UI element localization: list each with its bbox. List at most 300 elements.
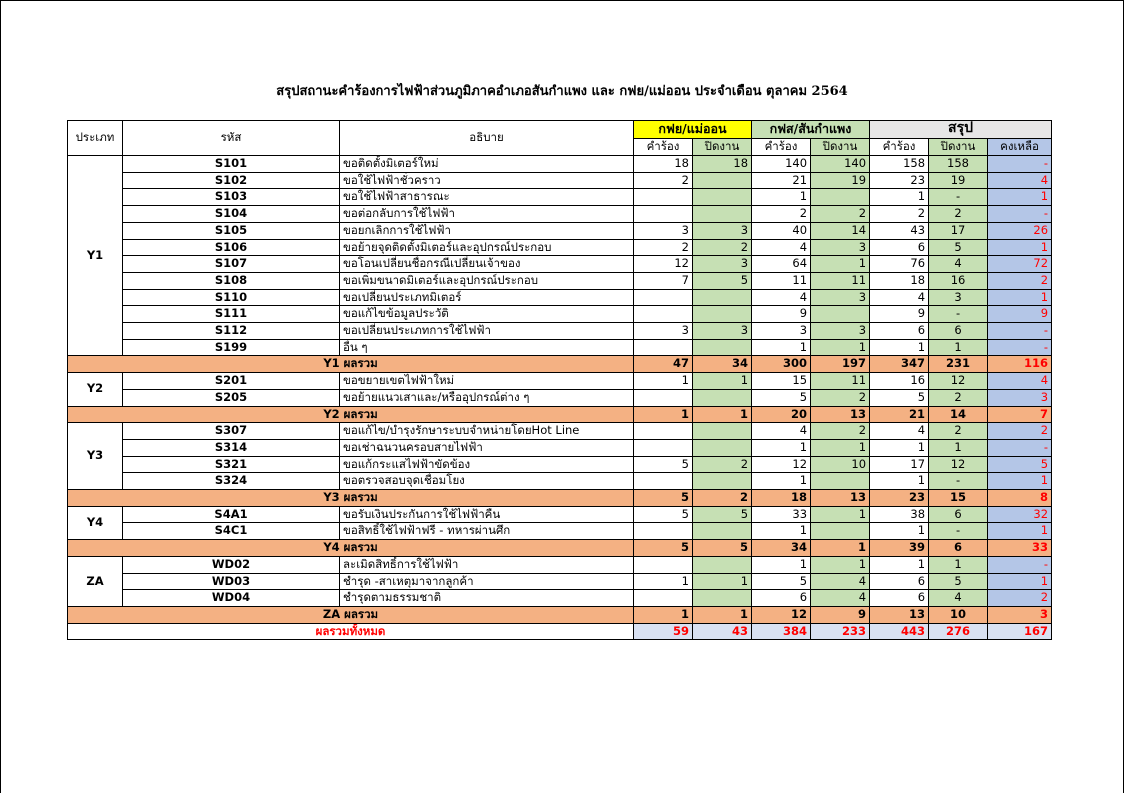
sankamphaeng-req-cell: 1 <box>752 189 811 206</box>
sankamphaeng-req-cell: 1 <box>752 523 811 540</box>
description-cell: ขอย้ายจุดติดตั้งมิเตอร์และอุปกรณ์ประกอบ <box>340 239 634 256</box>
sankamphaeng-closed-cell: 3 <box>811 323 870 340</box>
maeon-req-cell: 12 <box>634 256 693 273</box>
code-cell: S314 <box>123 439 340 456</box>
summary-remain-cell: - <box>988 556 1052 573</box>
grand-total-sankamphaeng-req: 384 <box>752 623 811 640</box>
grand-total-row <box>68 623 1052 640</box>
maeon-req-cell: 7 <box>634 272 693 289</box>
summary-req-cell: 16 <box>870 373 929 390</box>
summary-closed-cell: 1 <box>929 556 988 573</box>
code-cell: S205 <box>123 389 340 406</box>
maeon-req-cell <box>634 556 693 573</box>
sankamphaeng-req-cell: 40 <box>752 222 811 239</box>
subtotal-maeon-closed: 1 <box>693 406 752 423</box>
table-row <box>68 506 1052 523</box>
sankamphaeng-req-cell: 6 <box>752 590 811 607</box>
subtotal-label: Y4 ผลรวม <box>68 540 634 557</box>
summary-remain-cell: 9 <box>988 306 1052 323</box>
code-cell: S110 <box>123 289 340 306</box>
header-closed-2: ปิดงาน <box>811 138 870 156</box>
summary-req-cell: 1 <box>870 523 929 540</box>
header-group-maeon: กฟย/แม่ออน <box>634 121 752 139</box>
maeon-closed-cell <box>693 523 752 540</box>
subtotal-summary-closed: 6 <box>929 540 988 557</box>
description-cell: ขอต่อกลับการใช้ไฟฟ้า <box>340 206 634 223</box>
grand-total-summary-closed: 276 <box>929 623 988 640</box>
grand-total-summary-remain: 167 <box>988 623 1052 640</box>
subtotal-summary-closed: 14 <box>929 406 988 423</box>
summary-req-cell: 2 <box>870 206 929 223</box>
subtotal-maeon-closed: 5 <box>693 540 752 557</box>
sankamphaeng-req-cell: 1 <box>752 339 811 356</box>
summary-req-cell: 6 <box>870 323 929 340</box>
summary-req-cell: 18 <box>870 272 929 289</box>
summary-closed-cell: 1 <box>929 339 988 356</box>
status-table <box>67 120 1052 640</box>
header-group-summary: สรุป <box>870 121 1052 139</box>
subtotal-sankamphaeng-req: 300 <box>752 356 811 373</box>
maeon-req-cell: 5 <box>634 456 693 473</box>
summary-remain-cell: - <box>988 206 1052 223</box>
code-cell: S112 <box>123 323 340 340</box>
maeon-closed-cell: 3 <box>693 222 752 239</box>
table-row <box>68 189 1052 206</box>
code-cell: S4C1 <box>123 523 340 540</box>
subtotal-sankamphaeng-req: 34 <box>752 540 811 557</box>
header-remain: คงเหลือ <box>988 138 1052 156</box>
sankamphaeng-closed-cell: 3 <box>811 289 870 306</box>
code-cell: S321 <box>123 456 340 473</box>
subtotal-sankamphaeng-req: 20 <box>752 406 811 423</box>
grand-total-maeon-req: 59 <box>634 623 693 640</box>
summary-closed-cell: 19 <box>929 172 988 189</box>
subtotal-row <box>68 606 1052 623</box>
description-cell: ขอใช้ไฟฟ้าสาธารณะ <box>340 189 634 206</box>
sankamphaeng-closed-cell: 2 <box>811 206 870 223</box>
code-cell: S201 <box>123 373 340 390</box>
sankamphaeng-closed-cell <box>811 523 870 540</box>
table-row <box>68 156 1052 173</box>
subtotal-summary-remain: 8 <box>988 490 1052 507</box>
summary-req-cell: 9 <box>870 306 929 323</box>
code-cell: WD03 <box>123 573 340 590</box>
summary-closed-cell: 158 <box>929 156 988 173</box>
summary-req-cell: 1 <box>870 439 929 456</box>
summary-req-cell: 5 <box>870 389 929 406</box>
summary-remain-cell: - <box>988 323 1052 340</box>
sankamphaeng-closed-cell: 11 <box>811 373 870 390</box>
report-title: สรุปสถานะคำร้องการไฟฟ้าส่วนภูมิภาคอำเภอสันกำแพง และ กฟย/แม่ออน ประจำเดือน ตุลาคม 2564 <box>276 84 848 99</box>
code-cell: S105 <box>123 222 340 239</box>
description-cell: ขอตรวจสอบจุดเชื่อมโยง <box>340 473 634 490</box>
description-cell: ขอแก้ไข/บำรุงรักษาระบบจำหน่ายโดยHot Line <box>340 423 634 440</box>
description-cell: ชำรุด -สาเหตุมาจากลูกค้า <box>340 573 634 590</box>
table-row <box>68 256 1052 273</box>
sankamphaeng-closed-cell: 10 <box>811 456 870 473</box>
subtotal-sankamphaeng-closed: 1 <box>811 540 870 557</box>
maeon-closed-cell <box>693 206 752 223</box>
table-row <box>68 590 1052 607</box>
sankamphaeng-req-cell: 4 <box>752 289 811 306</box>
grand-total-summary-req: 443 <box>870 623 929 640</box>
subtotal-maeon-req: 1 <box>634 406 693 423</box>
summary-closed-cell: 5 <box>929 239 988 256</box>
summary-remain-cell: 5 <box>988 456 1052 473</box>
subtotal-label: Y3 ผลรวม <box>68 490 634 507</box>
summary-closed-cell: 4 <box>929 590 988 607</box>
sankamphaeng-closed-cell <box>811 189 870 206</box>
description-cell: ขอยกเลิกการใช้ไฟฟ้า <box>340 222 634 239</box>
maeon-closed-cell: 5 <box>693 506 752 523</box>
summary-remain-cell: 1 <box>988 523 1052 540</box>
summary-req-cell: 6 <box>870 590 929 607</box>
summary-closed-cell: 2 <box>929 423 988 440</box>
sankamphaeng-req-cell: 15 <box>752 373 811 390</box>
sankamphaeng-closed-cell: 140 <box>811 156 870 173</box>
maeon-closed-cell <box>693 423 752 440</box>
sankamphaeng-req-cell: 1 <box>752 439 811 456</box>
maeon-req-cell: 18 <box>634 156 693 173</box>
description-cell: อื่น ๆ <box>340 339 634 356</box>
header-req-3: คำร้อง <box>870 138 929 156</box>
maeon-req-cell: 3 <box>634 222 693 239</box>
maeon-closed-cell <box>693 556 752 573</box>
description-cell: ขอขยายเขตไฟฟ้าใหม่ <box>340 373 634 390</box>
code-cell: S107 <box>123 256 340 273</box>
summary-closed-cell: 17 <box>929 222 988 239</box>
maeon-req-cell: 1 <box>634 573 693 590</box>
header-group-sankamphaeng: กฟส/สันกำแพง <box>752 121 870 139</box>
sankamphaeng-closed-cell <box>811 473 870 490</box>
table-row <box>68 556 1052 573</box>
sankamphaeng-req-cell: 21 <box>752 172 811 189</box>
summary-closed-cell: 6 <box>929 506 988 523</box>
code-cell: S307 <box>123 423 340 440</box>
maeon-req-cell: 2 <box>634 239 693 256</box>
category-cell: Y2 <box>68 373 123 406</box>
description-cell: ขอใช้ไฟฟ้าชั่วคราว <box>340 172 634 189</box>
header-desc: อธิบาย <box>340 121 634 156</box>
maeon-req-cell: 5 <box>634 506 693 523</box>
sankamphaeng-req-cell: 33 <box>752 506 811 523</box>
summary-remain-cell: 4 <box>988 172 1052 189</box>
summary-req-cell: 4 <box>870 289 929 306</box>
sankamphaeng-req-cell: 11 <box>752 272 811 289</box>
description-cell: ขอโอนเปลี่ยนชื่อกรณีเปลี่ยนเจ้าของ <box>340 256 634 273</box>
header-type: ประเภท <box>68 121 123 156</box>
maeon-closed-cell <box>693 389 752 406</box>
summary-req-cell: 4 <box>870 423 929 440</box>
sankamphaeng-closed-cell <box>811 306 870 323</box>
summary-remain-cell: 1 <box>988 289 1052 306</box>
summary-remain-cell: - <box>988 156 1052 173</box>
maeon-closed-cell <box>693 590 752 607</box>
description-cell: ขอแก้ไขข้อมูลประวัติ <box>340 306 634 323</box>
summary-closed-cell: 2 <box>929 389 988 406</box>
description-cell: ขอสิทธิ์ใช้ไฟฟ้าฟรี - ทหารผ่านศึก <box>340 523 634 540</box>
subtotal-summary-remain: 3 <box>988 606 1052 623</box>
category-cell: Y1 <box>68 156 123 356</box>
sankamphaeng-closed-cell: 2 <box>811 389 870 406</box>
subtotal-sankamphaeng-closed: 9 <box>811 606 870 623</box>
maeon-closed-cell <box>693 289 752 306</box>
maeon-closed-cell: 2 <box>693 456 752 473</box>
maeon-req-cell <box>634 339 693 356</box>
sankamphaeng-closed-cell: 1 <box>811 556 870 573</box>
sankamphaeng-req-cell: 4 <box>752 423 811 440</box>
sankamphaeng-closed-cell: 4 <box>811 573 870 590</box>
subtotal-maeon-req: 5 <box>634 490 693 507</box>
maeon-req-cell <box>634 189 693 206</box>
summary-req-cell: 158 <box>870 156 929 173</box>
maeon-closed-cell <box>693 172 752 189</box>
sankamphaeng-req-cell: 9 <box>752 306 811 323</box>
code-cell: S103 <box>123 189 340 206</box>
table-row <box>68 306 1052 323</box>
table-row <box>68 289 1052 306</box>
description-cell: ขอเปลี่ยนประเภทการใช้ไฟฟ้า <box>340 323 634 340</box>
subtotal-label: Y1 ผลรวม <box>68 356 634 373</box>
summary-req-cell: 1 <box>870 339 929 356</box>
header-code: รหัส <box>123 121 340 156</box>
subtotal-summary-req: 39 <box>870 540 929 557</box>
table-row <box>68 323 1052 340</box>
maeon-closed-cell: 18 <box>693 156 752 173</box>
maeon-closed-cell <box>693 189 752 206</box>
header-closed-3: ปิดงาน <box>929 138 988 156</box>
summary-closed-cell: - <box>929 473 988 490</box>
sankamphaeng-closed-cell: 1 <box>811 439 870 456</box>
summary-closed-cell: 16 <box>929 272 988 289</box>
category-cell: Y4 <box>68 506 123 539</box>
summary-req-cell: 76 <box>870 256 929 273</box>
sankamphaeng-req-cell: 5 <box>752 389 811 406</box>
header-closed-1: ปิดงาน <box>693 138 752 156</box>
sankamphaeng-closed-cell: 11 <box>811 272 870 289</box>
summary-closed-cell: - <box>929 523 988 540</box>
code-cell: S4A1 <box>123 506 340 523</box>
summary-req-cell: 17 <box>870 456 929 473</box>
table-row <box>68 339 1052 356</box>
sankamphaeng-req-cell: 3 <box>752 323 811 340</box>
summary-req-cell: 6 <box>870 573 929 590</box>
maeon-req-cell <box>634 206 693 223</box>
table-row <box>68 573 1052 590</box>
subtotal-maeon-req: 5 <box>634 540 693 557</box>
subtotal-sankamphaeng-req: 12 <box>752 606 811 623</box>
summary-remain-cell: 32 <box>988 506 1052 523</box>
sankamphaeng-closed-cell: 3 <box>811 239 870 256</box>
summary-req-cell: 38 <box>870 506 929 523</box>
summary-closed-cell: 4 <box>929 256 988 273</box>
summary-closed-cell: 5 <box>929 573 988 590</box>
maeon-closed-cell: 2 <box>693 239 752 256</box>
table-row <box>68 456 1052 473</box>
table-row <box>68 222 1052 239</box>
maeon-req-cell <box>634 289 693 306</box>
maeon-closed-cell: 1 <box>693 573 752 590</box>
subtotal-maeon-closed: 1 <box>693 606 752 623</box>
table-row <box>68 272 1052 289</box>
description-cell: ขอรับเงินประกันการใช้ไฟฟ้าคืน <box>340 506 634 523</box>
code-cell: S199 <box>123 339 340 356</box>
table-row <box>68 473 1052 490</box>
table-row <box>68 389 1052 406</box>
subtotal-summary-req: 23 <box>870 490 929 507</box>
summary-remain-cell: 1 <box>988 189 1052 206</box>
description-cell: ชำรุดตามธรรมชาติ <box>340 590 634 607</box>
summary-remain-cell: 1 <box>988 473 1052 490</box>
summary-remain-cell: - <box>988 439 1052 456</box>
subtotal-maeon-req: 47 <box>634 356 693 373</box>
maeon-req-cell: 1 <box>634 373 693 390</box>
summary-remain-cell: 1 <box>988 573 1052 590</box>
category-cell: ZA <box>68 556 123 606</box>
maeon-closed-cell <box>693 439 752 456</box>
table-row <box>68 423 1052 440</box>
sankamphaeng-req-cell: 4 <box>752 239 811 256</box>
grand-total-maeon-closed: 43 <box>693 623 752 640</box>
sankamphaeng-closed-cell: 1 <box>811 506 870 523</box>
summary-remain-cell: 1 <box>988 239 1052 256</box>
description-cell: ขอแก้กระแสไฟฟ้าขัดข้อง <box>340 456 634 473</box>
summary-closed-cell: 12 <box>929 456 988 473</box>
summary-remain-cell: 3 <box>988 389 1052 406</box>
maeon-req-cell: 2 <box>634 172 693 189</box>
maeon-closed-cell <box>693 339 752 356</box>
summary-req-cell: 1 <box>870 189 929 206</box>
table-row <box>68 439 1052 456</box>
maeon-req-cell: 3 <box>634 323 693 340</box>
header-req-1: คำร้อง <box>634 138 693 156</box>
sankamphaeng-req-cell: 1 <box>752 473 811 490</box>
sankamphaeng-req-cell: 5 <box>752 573 811 590</box>
subtotal-summary-closed: 15 <box>929 490 988 507</box>
maeon-closed-cell: 3 <box>693 256 752 273</box>
subtotal-row <box>68 540 1052 557</box>
description-cell: ขอติดตั้งมิเตอร์ใหม่ <box>340 156 634 173</box>
table-row <box>68 523 1052 540</box>
summary-remain-cell: 2 <box>988 590 1052 607</box>
table-row <box>68 206 1052 223</box>
summary-closed-cell: - <box>929 189 988 206</box>
description-cell: ขอเปลี่ยนประเภทมิเตอร์ <box>340 289 634 306</box>
summary-remain-cell: 26 <box>988 222 1052 239</box>
summary-remain-cell: 4 <box>988 373 1052 390</box>
subtotal-summary-closed: 231 <box>929 356 988 373</box>
table-row <box>68 172 1052 189</box>
subtotal-label: ZA ผลรวม <box>68 606 634 623</box>
maeon-closed-cell <box>693 306 752 323</box>
maeon-req-cell <box>634 590 693 607</box>
code-cell: S111 <box>123 306 340 323</box>
summary-remain-cell: - <box>988 339 1052 356</box>
maeon-req-cell <box>634 523 693 540</box>
summary-req-cell: 1 <box>870 473 929 490</box>
sankamphaeng-closed-cell: 14 <box>811 222 870 239</box>
maeon-closed-cell: 1 <box>693 373 752 390</box>
summary-req-cell: 6 <box>870 239 929 256</box>
sankamphaeng-closed-cell: 19 <box>811 172 870 189</box>
subtotal-summary-remain: 116 <box>988 356 1052 373</box>
sankamphaeng-req-cell: 2 <box>752 206 811 223</box>
description-cell: ขอเพิ่มขนาดมิเตอร์และอุปกรณ์ประกอบ <box>340 272 634 289</box>
subtotal-summary-closed: 10 <box>929 606 988 623</box>
subtotal-maeon-closed: 2 <box>693 490 752 507</box>
grand-total-label: ผลรวมทั้งหมด <box>68 623 634 640</box>
code-cell: S104 <box>123 206 340 223</box>
maeon-closed-cell <box>693 473 752 490</box>
table-row <box>68 239 1052 256</box>
code-cell: S324 <box>123 473 340 490</box>
summary-req-cell: 43 <box>870 222 929 239</box>
subtotal-row <box>68 356 1052 373</box>
sankamphaeng-req-cell: 64 <box>752 256 811 273</box>
maeon-closed-cell: 3 <box>693 323 752 340</box>
grand-total-sankamphaeng-closed: 233 <box>811 623 870 640</box>
code-cell: WD02 <box>123 556 340 573</box>
maeon-req-cell <box>634 423 693 440</box>
category-cell: Y3 <box>68 423 123 490</box>
sankamphaeng-req-cell: 1 <box>752 556 811 573</box>
subtotal-sankamphaeng-closed: 13 <box>811 406 870 423</box>
sankamphaeng-closed-cell: 1 <box>811 339 870 356</box>
summary-req-cell: 1 <box>870 556 929 573</box>
subtotal-summary-req: 347 <box>870 356 929 373</box>
description-cell: ขอเช่าฉนวนครอบสายไฟฟ้า <box>340 439 634 456</box>
code-cell: S106 <box>123 239 340 256</box>
subtotal-summary-remain: 33 <box>988 540 1052 557</box>
subtotal-summary-remain: 7 <box>988 406 1052 423</box>
subtotal-row <box>68 406 1052 423</box>
summary-closed-cell: - <box>929 306 988 323</box>
description-cell: ละเมิดสิทธิ์การใช้ไฟฟ้า <box>340 556 634 573</box>
summary-closed-cell: 2 <box>929 206 988 223</box>
summary-closed-cell: 3 <box>929 289 988 306</box>
subtotal-maeon-closed: 34 <box>693 356 752 373</box>
maeon-closed-cell: 5 <box>693 272 752 289</box>
maeon-req-cell <box>634 306 693 323</box>
header-req-2: คำร้อง <box>752 138 811 156</box>
subtotal-summary-req: 21 <box>870 406 929 423</box>
sankamphaeng-req-cell: 140 <box>752 156 811 173</box>
maeon-req-cell <box>634 389 693 406</box>
summary-closed-cell: 6 <box>929 323 988 340</box>
summary-remain-cell: 2 <box>988 423 1052 440</box>
summary-remain-cell: 72 <box>988 256 1052 273</box>
summary-req-cell: 23 <box>870 172 929 189</box>
subtotal-label: Y2 ผลรวม <box>68 406 634 423</box>
subtotal-maeon-req: 1 <box>634 606 693 623</box>
sankamphaeng-req-cell: 12 <box>752 456 811 473</box>
sankamphaeng-closed-cell: 4 <box>811 590 870 607</box>
subtotal-summary-req: 13 <box>870 606 929 623</box>
sankamphaeng-closed-cell: 2 <box>811 423 870 440</box>
subtotal-sankamphaeng-req: 18 <box>752 490 811 507</box>
code-cell: S108 <box>123 272 340 289</box>
sankamphaeng-closed-cell: 1 <box>811 256 870 273</box>
table-row <box>68 373 1052 390</box>
subtotal-sankamphaeng-closed: 197 <box>811 356 870 373</box>
summary-closed-cell: 1 <box>929 439 988 456</box>
code-cell: WD04 <box>123 590 340 607</box>
code-cell: S101 <box>123 156 340 173</box>
summary-remain-cell: 2 <box>988 272 1052 289</box>
maeon-req-cell <box>634 439 693 456</box>
maeon-req-cell <box>634 473 693 490</box>
subtotal-sankamphaeng-closed: 13 <box>811 490 870 507</box>
